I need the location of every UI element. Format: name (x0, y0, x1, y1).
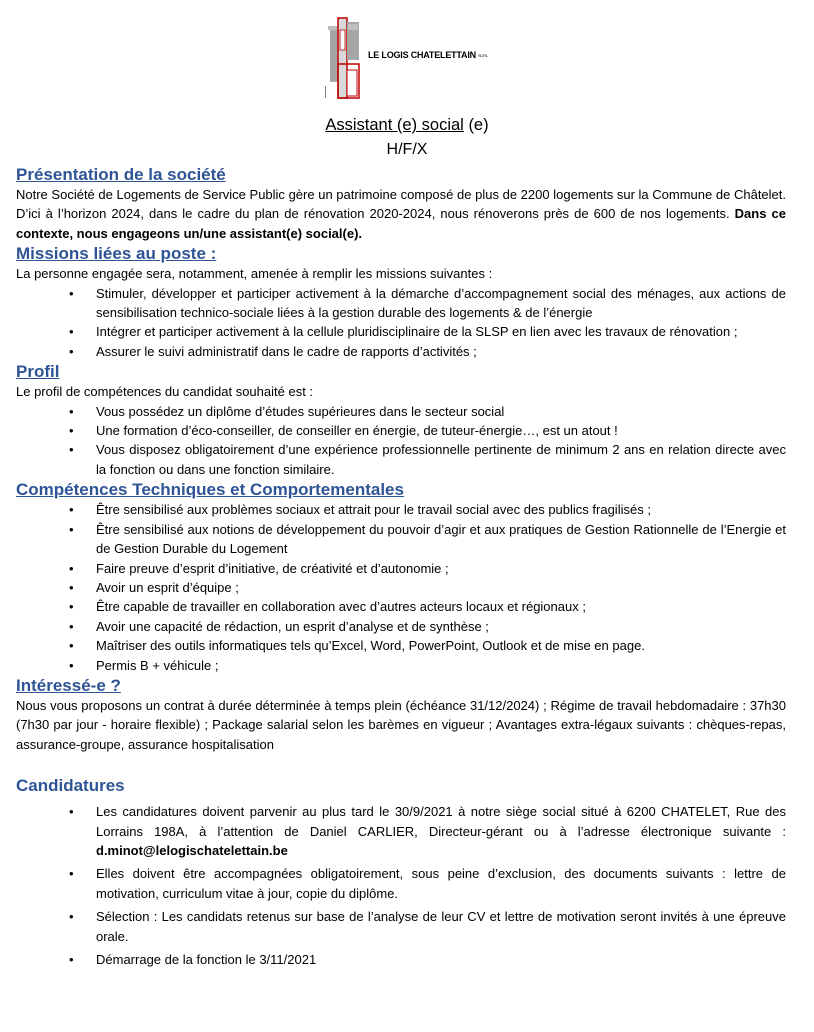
bullet-icon: • (69, 502, 74, 518)
job-title (0, 116, 814, 135)
job-title-suffix: (e) (468, 116, 489, 134)
list-item: • Stimuler, développer et participer activement à la démarche d’accompagnement social des ménages, aux actions de sensibilisation technico-sociale liées à la gestion durable des logements & de l’énergie (69, 285, 786, 321)
bullet-icon: • (69, 804, 74, 820)
presentation-bold: Dans ce contexte, nous engageons un/une assistant(e) social(e). (16, 206, 786, 241)
company-logo (325, 16, 515, 100)
bullet-icon: • (69, 324, 74, 340)
list-item: • Vous disposez obligatoirement d’une expérience professionnelle pertinente de minimum 2 ans en relation directe avec la fonction ou dans une fonction similaire. (69, 442, 786, 477)
bullet-icon: • (69, 952, 74, 967)
list-item: • Assurer le suivi administratif dans le cadre de rapports d’activités ; (16, 342, 786, 361)
bullet-icon: • (69, 599, 74, 615)
heading-missions: Missions liées au poste : (16, 244, 217, 264)
bullet-icon: • (69, 579, 74, 595)
spacer (16, 754, 786, 775)
bullet-icon: • (69, 423, 74, 439)
list-item: • Être capable de travailler en collaboration avec d’autres acteurs locaux et régionaux ; (16, 597, 786, 616)
presentation-text: Notre Société de Logements de Service Public gère un patrimoine composé de plus de 2200 logements sur la Commune de Châtelet. D’ici à l’horizon 2024, dans le cadre du plan de rénovation 2020-2024, nous rénoverons près de 600 de nos logements. Dans ce contexte, nous engageons un/une assistant(e) social(e). (16, 187, 786, 241)
list-item: • Être sensibilisé aux problèmes sociaux et attrait pour le travail social avec des publics fragilisés ; (16, 500, 786, 519)
list-item: • Faire preuve d’esprit d’initiative, de créativité et d’autonomie ; (16, 559, 786, 578)
bullet-icon: • (69, 560, 74, 576)
list-item: • Démarrage de la fonction le 3/11/2021 (16, 950, 786, 969)
bullet-icon: • (69, 618, 74, 634)
bullet-icon: • (69, 403, 74, 419)
list-item: • Vous possédez un diplôme d’études supérieures dans le secteur social (16, 402, 786, 421)
missions-list (16, 284, 786, 362)
bullet-icon: • (69, 909, 74, 925)
list-item: • Maîtriser des outils informatiques tels qu’Excel, Word, PowerPoint, Outlook et de mise en page. (16, 636, 786, 655)
list-item: • Intégrer et participer activement à la cellule pluridisciplinaire de la SLSP en lien avec les travaux de rénovation ; (16, 322, 786, 341)
bullet-icon: • (69, 866, 74, 882)
list-item: • Les candidatures doivent parvenir au plus tard le 30/9/2021 à notre siège social situé à 6200 CHATELET, Rue des Lorrains 198A, à l’attention de Daniel CARLIER, Directeur-gérant ou à l’adresse électronique suivante : d.minot@lelogischatelettain.be (69, 804, 786, 858)
job-title-main: Assistant (e) social (325, 116, 464, 134)
list-item: • Permis B + véhicule ; (16, 656, 786, 675)
heading-profil: Profil (16, 362, 60, 382)
bullet-icon: • (69, 521, 74, 537)
missions-intro: La personne engagée sera, notamment, amenée à remplir les missions suivantes : (16, 266, 493, 282)
job-gender: H/F/X (386, 141, 428, 158)
list-item: • Avoir une capacité de rédaction, un esprit d’analyse et de synthèse ; (16, 617, 786, 636)
heading-competences: Compétences Techniques et Comportementales (16, 480, 404, 500)
bullet-icon: • (69, 442, 74, 458)
profil-intro: Le profil de compétences du candidat souhaité est : (16, 384, 314, 400)
bullet-icon: • (69, 657, 74, 673)
heading-interesse: Intéressé-e ? (16, 675, 121, 695)
candidatures-list (16, 802, 786, 969)
bullet-icon: • (69, 638, 74, 654)
list-item: • Une formation d’éco-conseiller, de conseiller en énergie, de tuteur-énergie…, est un atout ! (16, 421, 786, 440)
interesse-text: Nous vous proposons un contrat à durée déterminée à temps plein (échéance 31/12/2024) ; Régime de travail hebdomadaire : 37h30 (7h30 par jour - horaire flexible) ; Package salarial selon les barèmes en vigueur ; Avantages extra-légaux suivants : chèques-repas, assurance-groupe, assurance hospitalisation (16, 697, 786, 752)
logo-wordmark: LE LOGIS CHATELETTAIN SCRL (368, 50, 488, 60)
heading-candidatures: Candidatures (16, 776, 125, 796)
heading-presentation: Présentation de la société (16, 165, 226, 184)
bullet-icon: • (69, 285, 74, 301)
document-body (16, 164, 786, 969)
profil-list (16, 402, 786, 480)
list-item: • Sélection : Les candidats retenus sur base de l’analyse de leur CV et lettre de motivation seront invités à une épreuve orale. (69, 909, 786, 944)
competences-list (16, 500, 786, 675)
contact-email[interactable]: d.minot@lelogischatelettain.be (96, 842, 288, 858)
list-item: • Être sensibilisé aux notions de développement du pouvoir d’agir et aux pratiques de Gestion Rationnelle de l’Energie et de Gestion Durable du Logement (69, 521, 786, 557)
list-item: • Avoir un esprit d’équipe ; (16, 578, 786, 597)
list-item: • Elles doivent être accompagnées obligatoirement, sous peine d’exclusion, des documents suivants : lettre de motivation, curriculum vitae à jour, copie du diplôme. (69, 866, 786, 901)
bullet-icon: • (69, 343, 74, 359)
